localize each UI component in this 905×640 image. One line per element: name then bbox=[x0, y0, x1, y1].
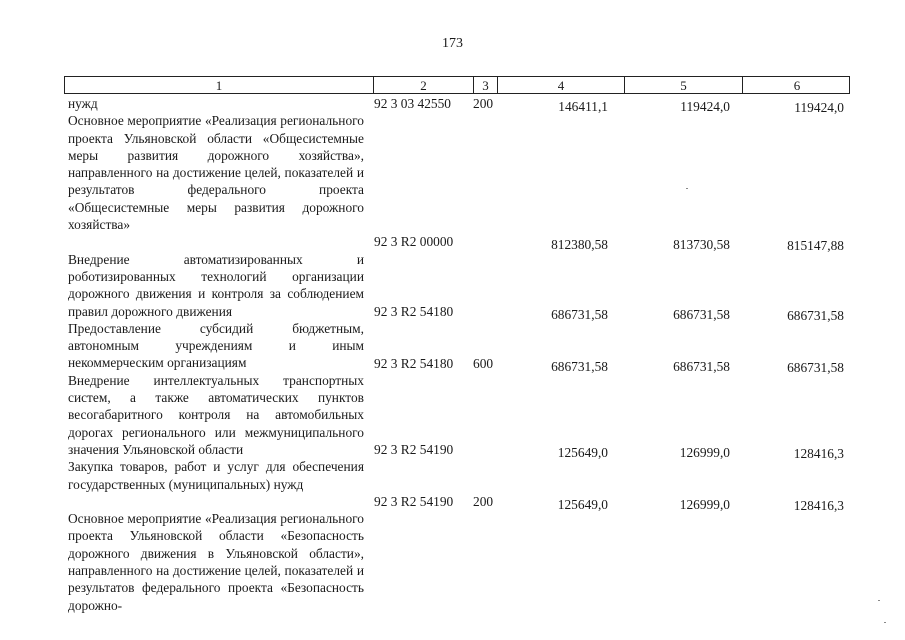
row-code: 92 3 R2 54190 bbox=[374, 494, 454, 510]
row-name: Закупка товаров, работ и услуг для обеспечения государственных (муниципальных) нужд bbox=[68, 459, 364, 492]
row-expense-type: 600 bbox=[473, 355, 494, 371]
row-value-col5: 119424,0 bbox=[680, 99, 730, 114]
row-name: Внедрение интеллектуальных транспортных систем, а также автоматических пунктов весогабаритного контроля на автомобильных дорогах регионального или межмуниципального значения Ульяновской области bbox=[68, 372, 364, 457]
column-header-5: 5 bbox=[625, 77, 743, 93]
table-row bbox=[0, 112, 905, 254]
table-row bbox=[0, 372, 905, 459]
row-name: нужд bbox=[68, 96, 98, 111]
row-expense-type: 200 bbox=[473, 494, 494, 510]
row-value-col5: 126999,0 bbox=[679, 444, 730, 460]
row-value-col6: 128416,3 bbox=[793, 445, 844, 461]
row-value-col6: 815147,88 bbox=[787, 238, 844, 254]
row-value-col5: 126999,0 bbox=[679, 497, 730, 513]
row-value-col6: 686731,58 bbox=[787, 359, 844, 375]
row-value-col4: 686731,58 bbox=[551, 358, 608, 374]
row-expense-type: 200 bbox=[473, 96, 494, 111]
row-value-col5: 686731,58 bbox=[673, 306, 730, 322]
row-name: Основное мероприятие «Реализация регионального проекта Ульяновской области «Общесистемные меры развития дорожного хозяйства», направленного на достижение целей, показателей и результатов федерального проекта «Общесистемные меры развития дорожного хозяйства» bbox=[68, 113, 364, 233]
column-header-1: 1 bbox=[65, 77, 374, 93]
row-code: 92 3 03 42550 bbox=[374, 96, 451, 111]
row-value-col6: 686731,58 bbox=[787, 307, 844, 323]
row-name: Основное мероприятие «Реализация регионального проекта Ульяновской области «Безопасность дорожного движения в Ульяновской области», направленного на достижение целей, показателей и результатов федерального проекта «Безопасность дорожно- bbox=[68, 511, 364, 613]
row-value-col4: 146411,1 bbox=[558, 99, 608, 114]
row-code: 92 3 R2 54190 bbox=[374, 441, 454, 457]
row-value-col4: 686731,58 bbox=[551, 306, 608, 322]
row-code: 92 3 R2 54180 bbox=[374, 303, 454, 319]
row-name: Внедрение автоматизированных и роботизированных технологий организации дорожного движения и контроля за соблюдением правил дорожного движения bbox=[68, 251, 364, 319]
scan-speck bbox=[884, 622, 886, 623]
row-value-col5: 813730,58 bbox=[673, 237, 730, 253]
row-code: 92 3 R2 54180 bbox=[374, 355, 454, 371]
row-code: 92 3 R2 00000 bbox=[374, 234, 454, 250]
table-header bbox=[64, 76, 850, 94]
table-row bbox=[0, 458, 905, 514]
column-header-2: 2 bbox=[374, 77, 474, 93]
table-row bbox=[0, 95, 905, 115]
page-number: 173 bbox=[442, 36, 463, 51]
scan-speck bbox=[878, 600, 880, 601]
row-value-col4: 812380,58 bbox=[551, 237, 608, 253]
row-value-col4: 125649,0 bbox=[557, 444, 608, 460]
scan-speck bbox=[686, 188, 688, 189]
table-body bbox=[0, 95, 905, 614]
table-row bbox=[0, 320, 905, 375]
row-value-col6: 119424,0 bbox=[794, 100, 844, 115]
table-row bbox=[0, 251, 905, 323]
column-header-3: 3 bbox=[474, 77, 498, 93]
row-name: Предоставление субсидий бюджетным, автономным учреждениям и иным некоммерческим организациям bbox=[68, 320, 364, 371]
row-value-col4: 125649,0 bbox=[557, 497, 608, 513]
row-value-col5: 686731,58 bbox=[673, 358, 730, 374]
row-value-col6: 128416,3 bbox=[793, 498, 844, 514]
column-header-4: 4 bbox=[498, 77, 625, 93]
column-header-6: 6 bbox=[793, 78, 801, 93]
table-row bbox=[0, 510, 905, 614]
